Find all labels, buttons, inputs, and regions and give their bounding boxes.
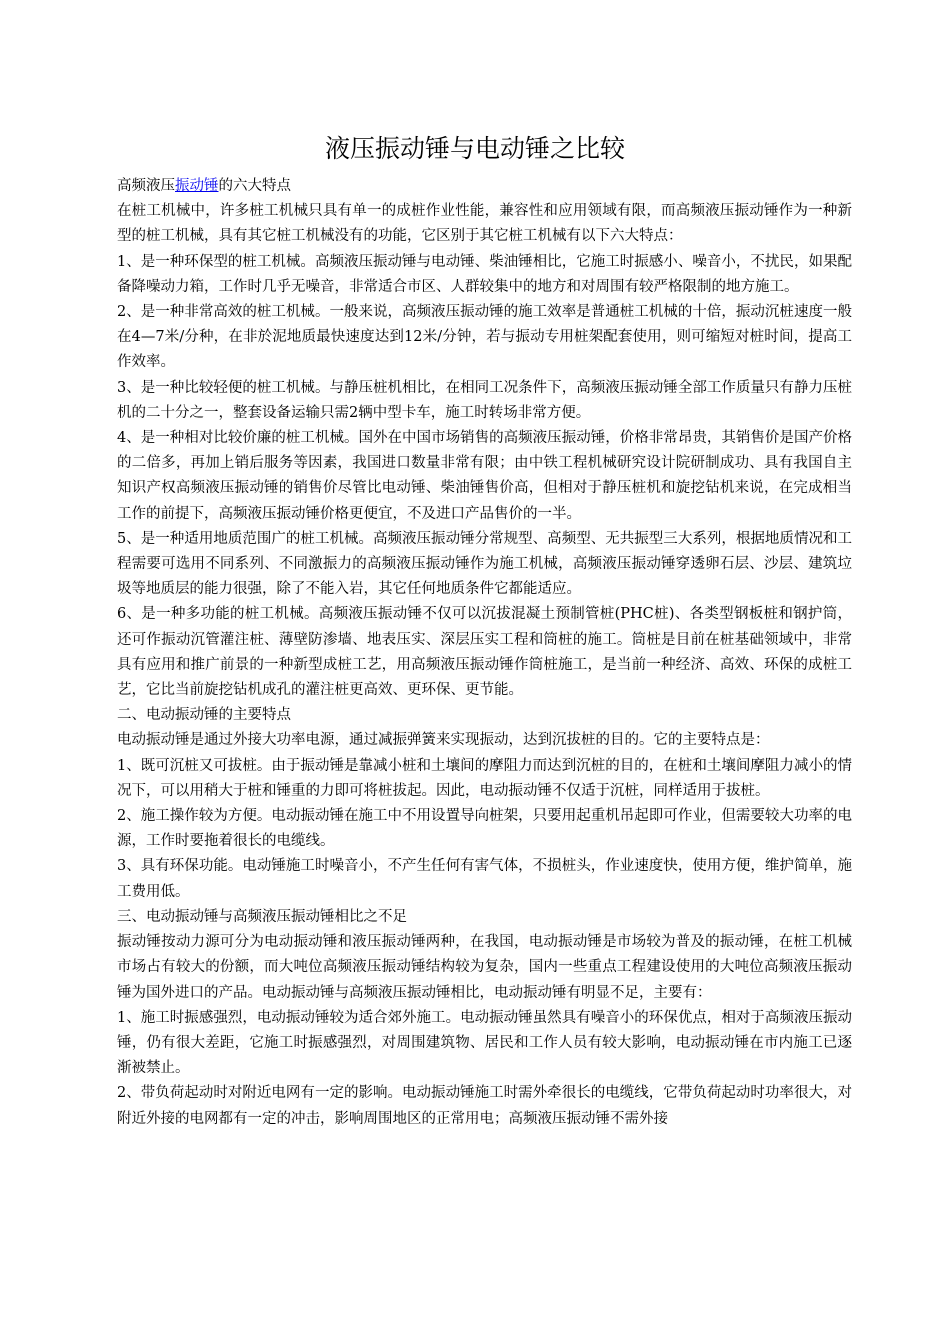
paragraph: 2、是一种非常高效的桩工机械。一般来说，高频液压振动锤的施工效率是普通桩工机械的十倍，振动沉桩速度一般在4—7米/分种，在非於泥地质最快速度达到12米/分钟，若与振动专用桩架配套使用，则可缩短对桩时间，提高工作效率。 — [117, 304, 852, 371]
document-body — [117, 174, 852, 1132]
paragraph: 1、是一种环保型的桩工机械。高频液压振动锤与电动锤、柴油锤相比，它施工时振感小、噪音小，不扰民，如果配备降噪动力箱，工作时几乎无噪音，非常适合市区、人群较集中的地方和对周围有较严格限制的地方施工。 — [117, 253, 852, 295]
paragraph: 振动锤按动力源可分为电动振动锤和液压振动锤两种，在我国，电动振动锤是市场较为普及的振动锤，在桩工机械市场占有较大的份额，而大吨位高频液压振动锤结构较为复杂，国内一些重点工程建设使用的大吨位高频液压振动锤为国外进口的产品。电动振动锤与高频液压振动锤相比，电动振动锤有明显不足，主要有： — [117, 934, 852, 1001]
paragraph: 3、是一种比较轻便的桩工机械。与静压桩机相比，在相同工况条件下，高频液压振动锤全部工作质量只有静力压桩机的二十分之一，整套设备运输只需2辆中型卡车，施工时转场非常方便。 — [117, 379, 852, 421]
vibratory-hammer-link[interactable]: 振动锤 — [175, 178, 219, 194]
paragraph: 4、是一种相对比较价廉的桩工机械。国外在中国市场销售的高频液压振动锤，价格非常昂贵，其销售价是国产价格的二倍多，再加上销后服务等因素，我国进口数量非常有限；由中铁工程机械研究设计院研制成功、具有我国自主知识产权高频液压振动锤的销售价尽管比电动锤、柴油锤售价高，但相对于静压桩机和旋挖钻机来说，在完成相当工作的前提下，高频液压振动锤价格更便宜，不及进口产品售价的一半。 — [117, 430, 852, 522]
paragraph: 2、施工操作较为方便。电动振动锤在施工中不用设置导向桩架，只要用起重机吊起即可作业，但需要较大功率的电源，工作时要拖着很长的电缆线。 — [117, 808, 852, 850]
paragraph: 1、施工时振感强烈，电动振动锤较为适合郊外施工。电动振动锤虽然具有噪音小的环保优点，相对于高频液压振动锤，仍有很大差距，它施工时振感强烈，对周围建筑物、居民和工作人员有较大影响，电动振动锤在市内施工已逐渐被禁止。 — [117, 1009, 852, 1077]
intro-suffix: 的六大特点 — [218, 178, 291, 194]
intro-heading — [117, 174, 852, 199]
paragraph: 6、是一种多功能的桩工机械。高频液压振动锤不仅可以沉拔混凝土预制管桩(PHC桩)、各类型钢板桩和钢护筒，还可作振动沉管灌注桩、薄壁防渗墙、地表压实、深层压实工程和筒桩的施工。筒桩是目前在桩基础领域中，非常具有应用和推广前景的一种新型成桩工艺，用高频液压振动锤作筒桩施工，是当前一种经济、高效、环保的成桩工艺，它比当前旋挖钻机成孔的灌注桩更高效、更环保、更节能。 — [117, 606, 852, 699]
paragraph: 2、带负荷起动时对附近电网有一定的影响。电动振动锤施工时需外牵很长的电缆线，它带负荷起动时功率很大，对附近外接的电网都有一定的冲击，影响周围地区的正常用电；高频液压振动锤不需外接 — [117, 1085, 852, 1127]
paragraph: 5、是一种适用地质范围广的桩工机械。高频液压振动锤分常规型、高频型、无共振型三大系列，根据地质情况和工程需要可选用不同系列、不同激振力的高频液压振动锤作为施工机械，高频液压振动锤穿透卵石层、沙层、建筑垃圾等地质层的能力很强，除了不能入岩，其它任何地质条件它都能适应。 — [117, 530, 852, 598]
paragraph: 1、既可沉桩又可拔桩。由于振动锤是靠减小桩和土壤间的摩阻力而达到沉桩的目的，在桩和土壤间摩阻力减小的情况下，可以用稍大于桩和锤重的力即可将桩拔起。因此，电动振动锤不仅适于沉桩，同样适用于拔桩。 — [117, 757, 852, 799]
document-title: 液压振动锤与电动锤之比较 — [324, 134, 625, 163]
section-heading: 三、电动振动锤与高频液压振动锤相比之不足 — [117, 908, 407, 925]
paragraph: 在桩工机械中，许多桩工机械只具有单一的成桩作业性能，兼容性和应用领域有限，而高频液压振动锤作为一种新型的桩工机械，具有其它桩工机械没有的功能，它区别于其它桩工机械有以下六大特点： — [117, 203, 852, 245]
paragraph: 3、具有环保功能。电动锤施工时噪音小，不产生任何有害气体，不损桩头，作业速度快，使用方便，维护简单，施工费用低。 — [117, 858, 852, 900]
intro-prefix: 高频液压 — [117, 178, 175, 194]
paragraph: 电动振动锤是通过外接大功率电源，通过减振弹簧来实现振动，达到沉拔桩的目的。它的主要特点是： — [117, 732, 770, 749]
section-heading: 二、电动振动锤的主要特点 — [117, 707, 291, 724]
